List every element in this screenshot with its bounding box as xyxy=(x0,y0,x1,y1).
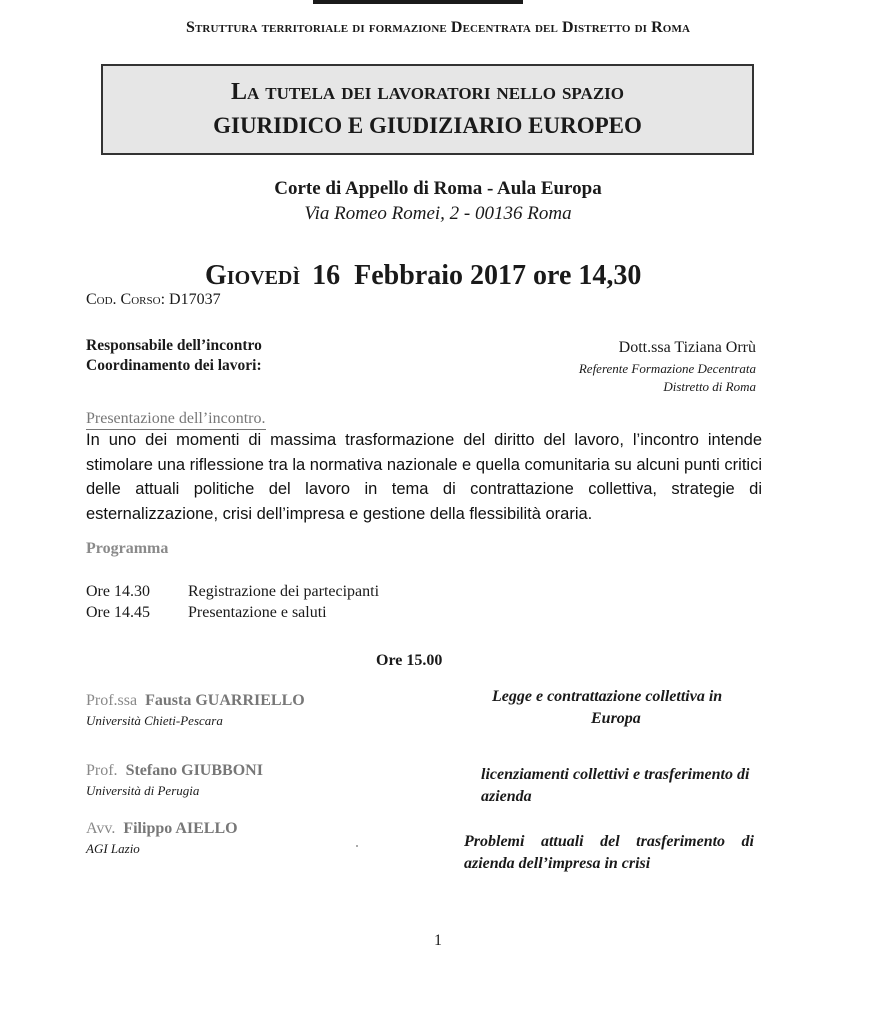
responsible-district: Distretto di Roma xyxy=(663,379,756,394)
responsible-person xyxy=(579,338,756,396)
course-code-value: D17037 xyxy=(169,291,221,308)
talk-title-line: Europa xyxy=(591,710,641,727)
page-number: 1 xyxy=(434,932,442,949)
event-date xyxy=(205,260,641,292)
event-datetime: 16 Febbraio 2017 ore 14,30 xyxy=(312,260,642,291)
document-header: Struttura territoriale di formazione Decentrata del Distretto di Roma xyxy=(185,19,690,36)
responsible-labels xyxy=(86,336,262,376)
speaker-guarriello xyxy=(86,692,305,729)
speaker-title: Prof. xyxy=(86,762,118,779)
speaker-affiliation: AGI Lazio xyxy=(86,841,140,856)
speaker-affiliation: Università di Perugia xyxy=(86,783,200,798)
schedule-time: Ore 14.30 xyxy=(86,583,150,600)
talk-giubboni xyxy=(481,764,749,808)
venue-name: Corte di Appello di Roma - Aula Europa xyxy=(274,178,602,199)
event-weekday: Giovedì xyxy=(205,260,301,291)
talk-title-line: azienda dell’impresa in crisi xyxy=(464,855,651,872)
schedule-item: Presentazione e saluti xyxy=(188,604,327,621)
speaker-giubboni xyxy=(86,762,263,799)
talk-title-line: licenziamenti collettivi e trasferimento di xyxy=(481,766,750,783)
responsible-role: Referente Formazione Decentrata xyxy=(578,361,756,376)
session-time: Ore 15.00 xyxy=(376,652,443,669)
schedule-row xyxy=(86,602,379,623)
responsible-name: Dott.ssa Tiziana Orrù xyxy=(618,339,756,356)
schedule-row xyxy=(86,581,379,602)
scan-speck xyxy=(356,845,358,847)
presentation-title: Presentazione dell’incontro. xyxy=(86,410,266,430)
title-line-2: GIURIDICO E GIUDIZIARIO EUROPEO xyxy=(213,113,642,138)
presentation-body: In uno dei momenti di massima trasformazione del diritto del lavoro, l’incontro intende stimolare una riflessione tra la normativa nazionale e quella comunitaria su alcuni punti critici delle attuali politiche del lavoro in tema di contrattazione collettiva, strategie di esternalizzazione, crisi dell’impresa e gestione della flessibilità oraria. xyxy=(86,431,762,523)
title-box xyxy=(101,64,754,155)
course-code-label: Cod. Corso: xyxy=(86,291,166,308)
speaker-affiliation: Università Chieti-Pescara xyxy=(86,713,223,728)
talk-aiello xyxy=(464,831,754,875)
title-line-1: La tutela dei lavoratori nello spazio xyxy=(231,79,624,105)
speaker-name: Filippo AIELLO xyxy=(123,820,238,837)
speaker-name: Stefano GIUBBONI xyxy=(125,762,263,779)
talk-title-line: Legge e contrattazione collettiva in xyxy=(492,688,723,705)
talk-guarriello xyxy=(492,686,722,730)
schedule-time: Ore 14.45 xyxy=(86,604,150,621)
venue-address: Via Romeo Romei, 2 - 00136 Roma xyxy=(304,203,572,224)
top-rule xyxy=(313,0,523,4)
speaker-title: Prof.ssa xyxy=(86,692,138,709)
responsible-label: Responsabile dell’incontro xyxy=(86,337,262,354)
coordination-label: Coordinamento dei lavori: xyxy=(86,357,262,374)
speaker-name: Fausta GUARRIELLO xyxy=(145,692,305,709)
course-code xyxy=(86,291,221,309)
speaker-title: Avv. xyxy=(86,820,116,837)
talk-title-line: Problemi attuali del trasferimento di xyxy=(464,833,754,850)
program-title: Programma xyxy=(86,540,169,557)
talk-title-line: azienda xyxy=(481,788,532,805)
schedule-item: Registrazione dei partecipanti xyxy=(188,583,380,600)
schedule-list xyxy=(86,581,379,623)
speaker-aiello xyxy=(86,820,238,857)
